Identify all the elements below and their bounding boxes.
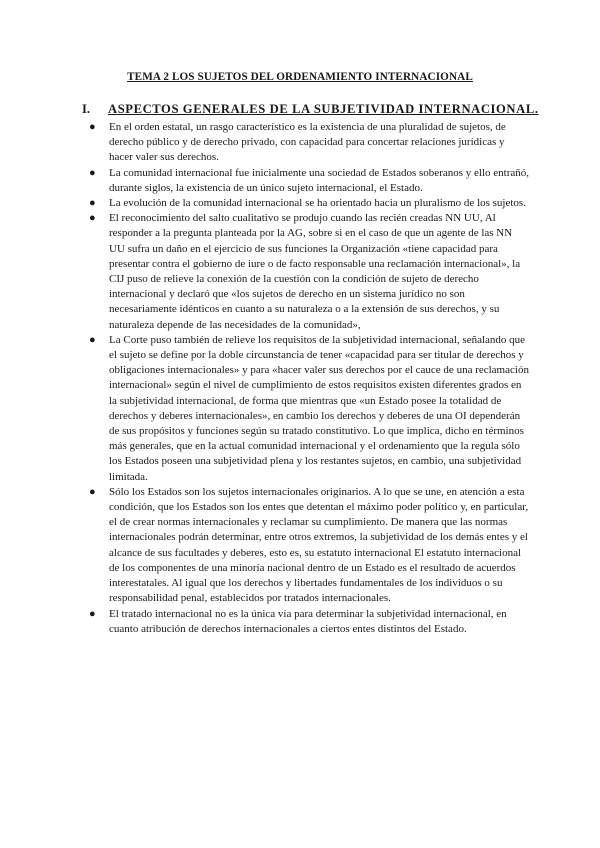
section-title: ASPECTOS GENERALES DE LA SUBJETIVIDAD INTERNACIONAL.: [108, 102, 539, 116]
bullet-paragraph: [89, 485, 529, 607]
paragraph-text: La comunidad internacional fue inicialmente una sociedad de Estados soberanos y ello entrañó, durante siglos, la existencia de un único sujeto internacional, el Estado.: [109, 166, 529, 194]
page-title: TEMA 2 LOS SUJETOS DEL ORDENAMIENTO INTERNACIONAL: [127, 71, 473, 83]
bullet-icon: ●: [89, 121, 96, 133]
section-heading: [82, 102, 539, 117]
bullet-icon: ●: [89, 333, 96, 346]
bullet-paragraph: [89, 333, 529, 485]
bullet-icon: ●: [89, 607, 96, 620]
bullet-paragraph: [89, 607, 529, 637]
paragraph-text: La Corte puso también de relieve los requisitos de la subjetividad internacional, señalando que el sujeto se define por la doble circunstancia de tener «capacidad para ser titular de derechos y obligaciones internacionales» y para «hacer valer sus derechos por el cauce de una reclamación internacional» según el nivel de cumplimiento de estos requisitos existen diferentes grados en la subjetividad internacional, de forma que mientras que «un Estado posee la totalidad de derechos y deberes internacionales», en cambio los derechos y deberes de una OI dependerán de sus propósitos y funciones según su tratado constitutivo. Lo que implica, dicho en términos más generales, que en la actual comunidad internacional y el ordenamiento que la regula sólo los Estados poseen una subjetividad plena y los restantes sujetos, en cambio, una subjetividad limitada.: [109, 333, 529, 483]
bullet-icon: ●: [89, 197, 96, 210]
paragraph-text: El tratado internacional no es la única vía para determinar la subjetividad internacional, en cuanto atribución de derechos internacionales a ciertos entes distintos del Estado.: [109, 607, 507, 635]
bullet-paragraph: [89, 196, 529, 211]
paragraph-text: En el orden estatal, un rasgo característico es la existencia de una pluralidad de sujetos, de derecho público y de derecho privado, con capacidad para concertar relaciones jurídicas y hacer valer sus derechos.: [109, 121, 506, 164]
paragraph-text: El reconocimiento del salto cualitativo se produjo cuando las recién creadas NN UU, Al responder a la pregunta planteada por la AG, sobre si en el caso de que un agente de las NN UU sufra un daño en el ejercicio de sus funciones la Organización «tiene capacidad para presentar contra el gobierno de iure o de facto responsable una reclamación internacional», la CIJ puso de relieve la conexión de la cuestión con la condición de sujeto de derecho internacional y declaró que «los sujetos de derecho en un sistema jurídico no son necesariamente idénticos en cuanto a su naturaleza o a la extensión de sus derechos, y su naturaleza depende de las necesidades de la comunidad»,: [109, 212, 521, 331]
bullet-icon: ●: [89, 212, 96, 225]
bullet-icon: ●: [89, 166, 96, 179]
bullet-icon: ●: [89, 485, 96, 498]
paragraph-text: Sólo los Estados son los sujetos internacionales originarios. A lo que se une, en atención a esta condición, que los Estados son los entes que detentan el máximo poder político y, en particular, el de crear normas internacionales y reclamar su cumplimiento. De manera que las normas internacionales podrán determinar, entre otros extremos, la subjetividad de los demás entes y el alcance de sus facultades y deberes, esto es, su estatuto internacional El estatuto internacional de los componentes de una minoría nacional dentro de un Estado es el resultado de acuerdos interestatales. Al igual que los derechos y libertades fundamentales de los individuos o su responsabilidad penal, establecidos por tratados internacionales.: [109, 485, 529, 605]
bullet-paragraph: [89, 120, 529, 166]
bullet-list: [89, 120, 529, 637]
bullet-paragraph: [89, 166, 529, 196]
paragraph-text: La evolución de la comunidad internacional se ha orientado hacia un pluralismo de los sujetos.: [109, 197, 526, 210]
section-number: I.: [82, 102, 91, 116]
bullet-paragraph: [89, 211, 529, 333]
